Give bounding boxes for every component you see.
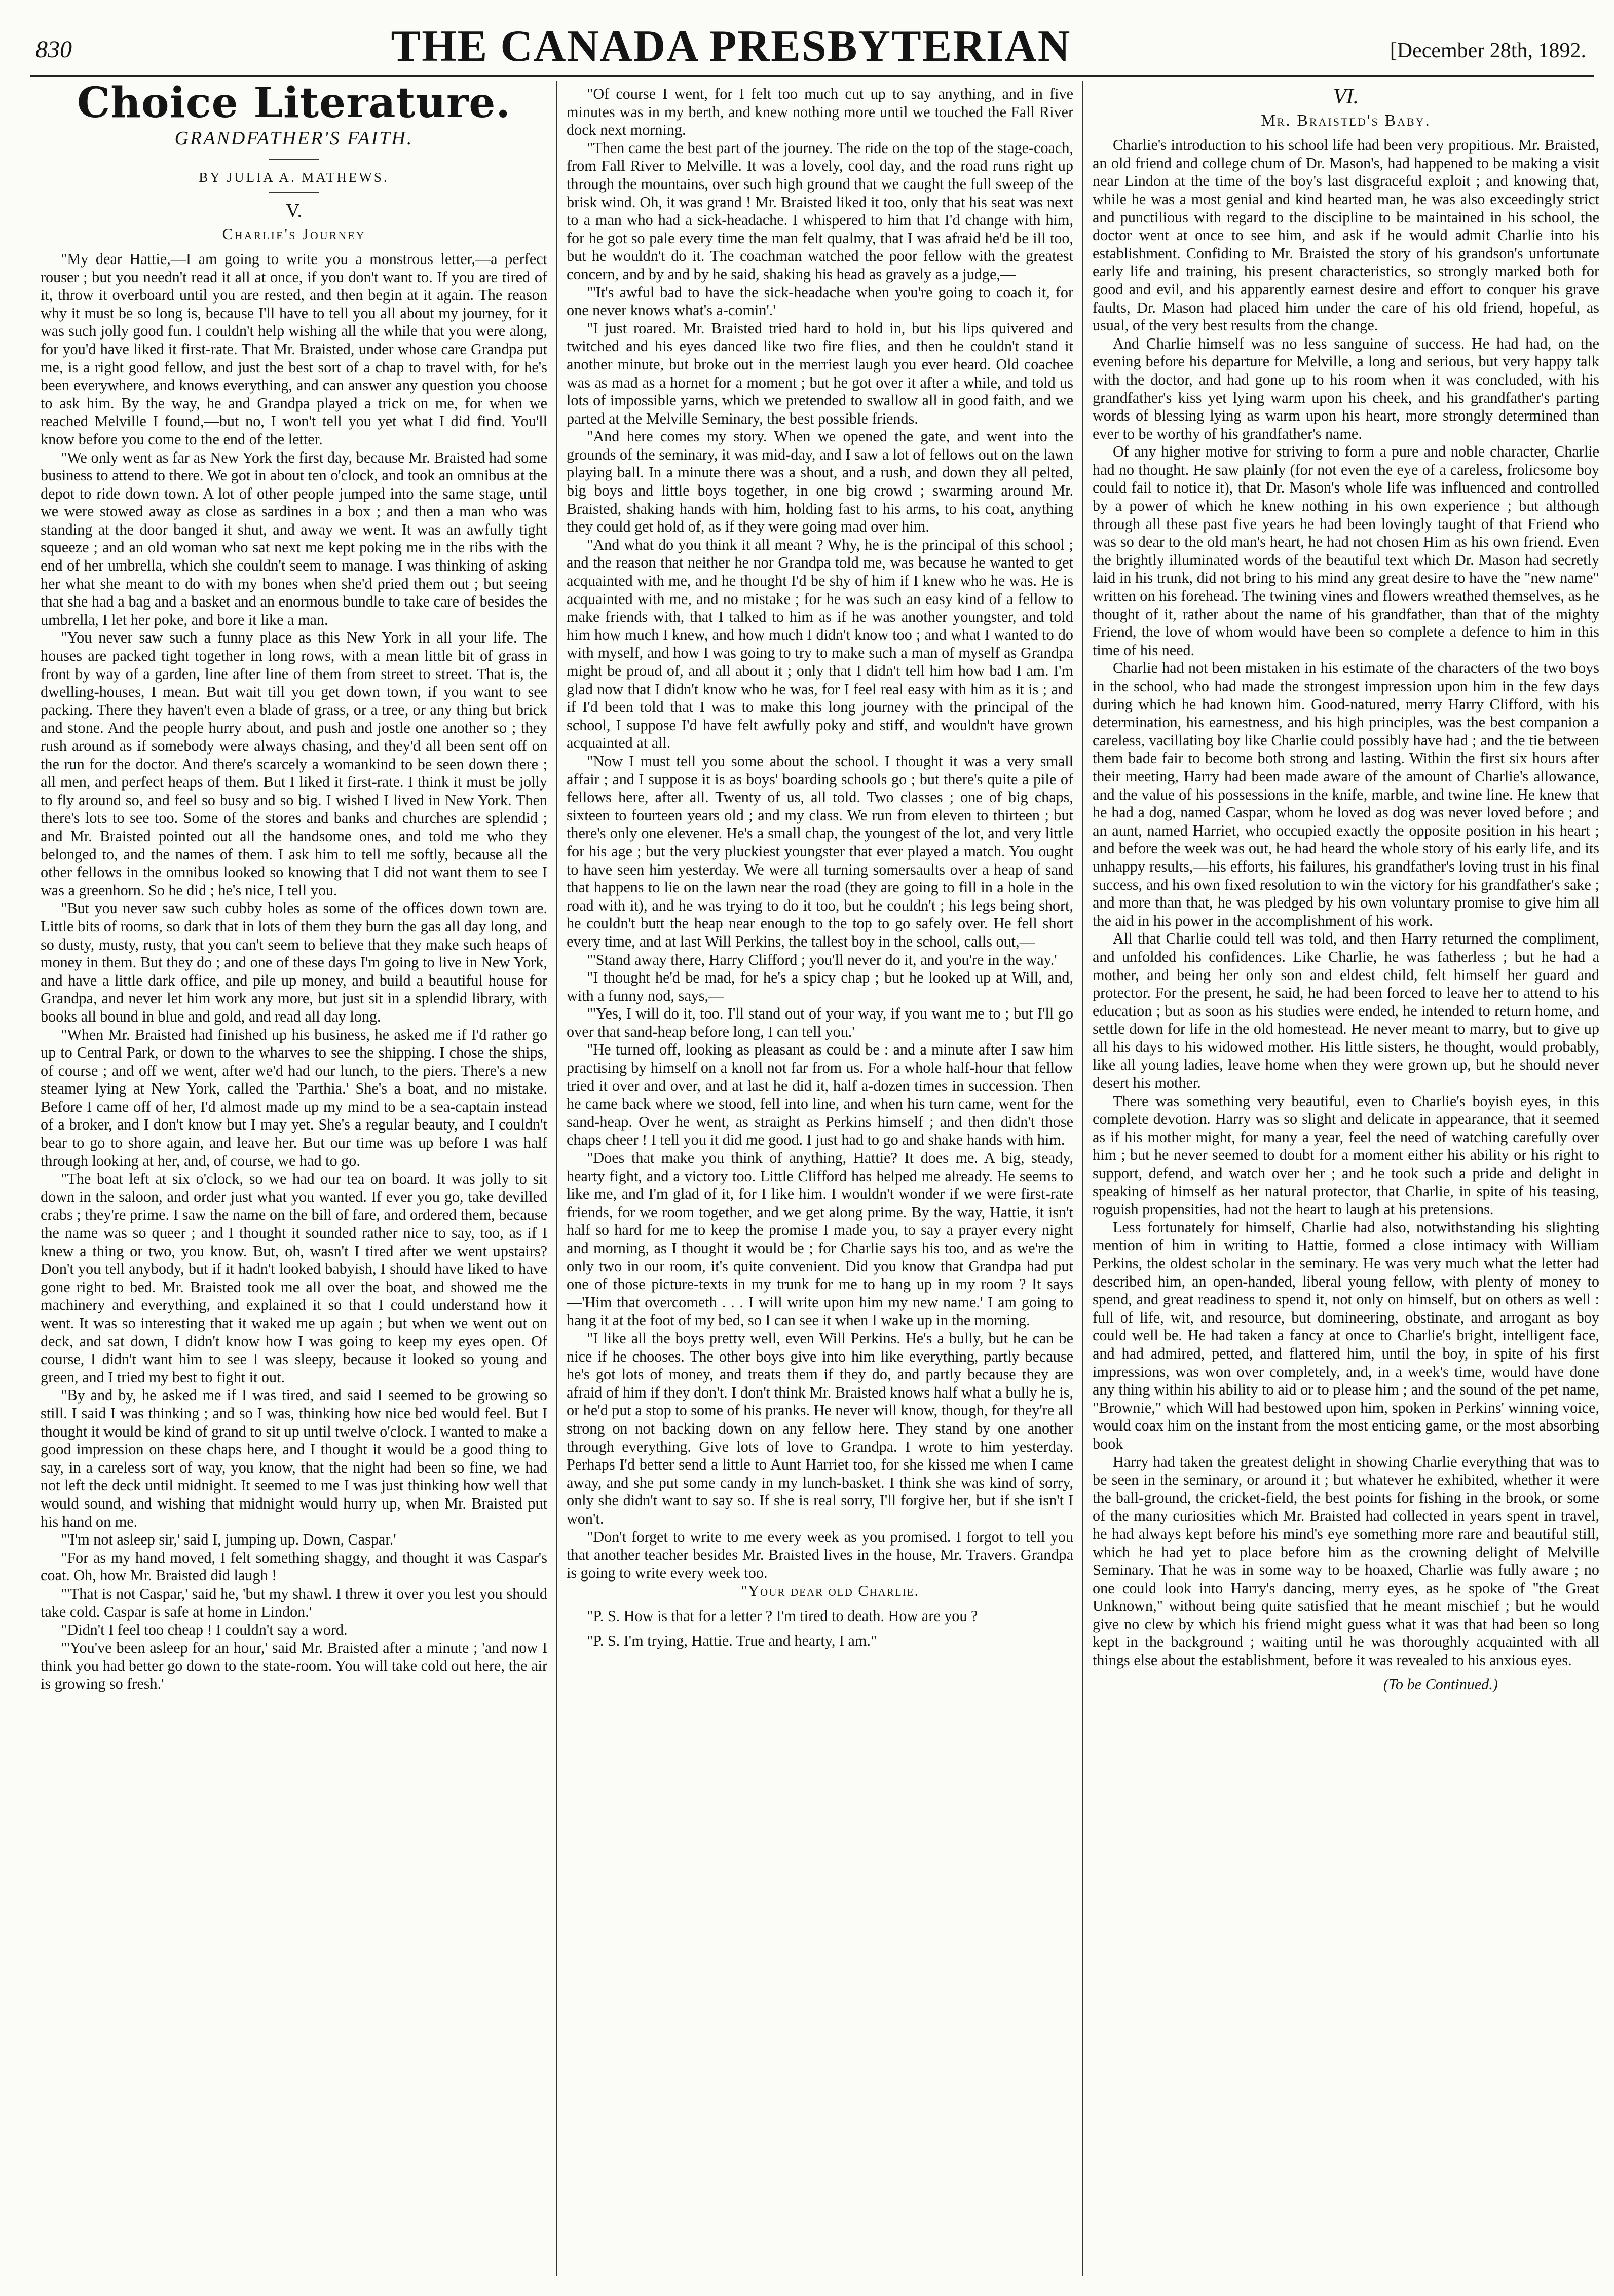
paragraph: "And here comes my story. When we opened the gate, and went into the grounds of the seminary, it was mid-day, and I saw a lot of fellows out on the lawn playing ball. In a minute there was a shout, and a rush, and down they all pelted, big boys and little boys together, in one big crowd ; swarming around Mr. Braisted, shaking hands with him, holding fast to his arms, to his coat, anything they could get hold of, as if they were going mad over him. bbox=[567, 428, 1073, 536]
chapter-number: VI. bbox=[1333, 85, 1359, 108]
paragraph: "And what do you think it all meant ? Why, he is the principal of this school ; and the reason that neither he nor Grandpa told me, was because he wanted to get acquainted with me, and he thought I'd be shy of him if I knew who he was. He is acquainted with me, and no mistake ; for he was such an easy kind of a fellow to make friends with, that I talked to him as if he was another youngster, and told him how much I knew, and how much I didn't know too ; and what I wanted to do with myself, and how I was going to try to make such a man of myself as Grandpa might be proud of, and all about it ; only that I didn't tell him how bad I am. I'm glad now that I didn't know who he was, for I feel real easy with him as it is ; and if I'd been told that I was to make this long journey with the principal of the school, I suppose I'd have felt awfully poky and stiff, and wouldn't have grown acquainted at all. bbox=[567, 536, 1073, 752]
paragraph: "'Yes, I will do it, too. I'll stand out of your way, if you want me to ; but I'll go over that sand-heap before long, I can tell you.' bbox=[567, 1005, 1073, 1040]
paragraph: "He turned off, looking as pleasant as could be : and a minute after I saw him practising by himself on a knoll not far from us. For a whole half-hour that fellow tried it over and over, and at last he did it, half a-dozen times in succession. Then he came back where we stood, fell into line, and when his turn came, went for the sand-heap. Over he went, as straight as Perkins himself ; and then didn't those chaps cheer ! I tell you it did me good. I just had to go and shake hands with him. bbox=[567, 1041, 1073, 1149]
postscript-1: "P. S. How is that for a letter ? I'm tired to death. How are you ? bbox=[587, 1607, 978, 1625]
paragraph: And Charlie himself was no less sanguine of success. He had had, on the evening before his departure for Melville, a long and serious, but very happy talk with the doctor, and had gone up to his room when it was concluded, with his grandfather's kiss yet lying warm upon his cheek, and his grandfather's parting words of blessing lying as warm upon his heart, more strongly determined than ever to be worthy of his grandfather's name. bbox=[1093, 334, 1599, 442]
paragraph: "You never saw such a funny place as this New York in all your life. The houses are packed tight together in long rows, with a mean little bit of grass in front by way of a garden, line after line of them from street to street. That is, the dwelling-houses, I mean. But wait till you get down town, if you want to see packing. There they haven't even a blade of grass, or a tree, or any thing but brick and stone. And the people hurry about, and push and jostle one another so ; they rush around as if somebody were always chasing, and they'd all been sent off on the run for the doctor. And there's scarcely a womankind to be seen down there ; all men, and perfect heaps of them. But I liked it first-rate. I think it must be jolly to fly around so, and feel so busy and so big. I wished I lived in New York. Then there's lots to see too. Some of the stores and banks and churches are splendid ; and Mr. Braisted pointed out all the handsome ones, and told me who they belonged to, and the names of them. I ask him to tell me softly, because all the other fellows in the omnibus looked so knowing that I did not want them to see I was a greenhorn. So he did ; he's nice, I tell you. bbox=[41, 629, 547, 899]
paragraph: "My dear Hattie,—I am going to write you a monstrous letter,—a perfect rouser ; but you needn't read it all at once, if you don't want to. If you are tired of it, throw it overboard until you are rested, and then begin at it again. The reason why it must be so long is, because I'll have to tell you all about my journey, for it was such jolly good fun. I couldn't help wishing all the while that you were along, for you'd have liked it first-rate. That Mr. Braisted, under whose care Grandpa put me, is a right good fellow, and just the best sort of a chap to travel with, for he's been everywhere, and knows everything, and can answer any question you choose to ask him. By the way, he and Grandpa played a trick on me, for when we reached Melville I found,—but no, I won't tell you yet what I did find. You'll know before you come to the end of the letter. bbox=[41, 250, 547, 448]
paragraph: "We only went as far as New York the first day, because Mr. Braisted had some business to attend to there. We got in about ten o'clock, and took an omnibus at the depot to ride down town. A lot of other people jumped into the same stage, until we were stowed away as close as sardines in a box ; and then a man who was standing at the door banged it shut, and away we went. It was an awfully tight squeeze ; and an old woman who sat next me kept poking me in the ribs with the end of her umbrella, which she couldn't seem to manage. I was thinking of asking her what she meant to do with my bones when she'd pried them out ; but seeing that she had a bag and a basket and an enormous bundle to take care of besides the umbrella, I let her poke, and bore it like a man. bbox=[41, 448, 547, 628]
title-rule bbox=[269, 159, 319, 160]
postscript-2: "P. S. I'm trying, Hattie. True and hearty, I am." bbox=[587, 1632, 877, 1650]
paragraph: "But you never saw such cubby holes as some of the offices down town are. Little bits of rooms, so dark that in lots of them they burn the gas all day long, and so dusty, musty, rusty, that you can't seem to believe that they make such heaps of money in them. But they do ; and one of these days I'm going to live in New York, and have a little dark office, and pile up money, and build a beautiful house for Grandpa, and never let him work any more, but just sit in a splendid library, with books all bound in blue and gold, and read all day long. bbox=[41, 899, 547, 1025]
paragraph: "'That is not Caspar,' said he, 'but my shawl. I threw it over you lest you should take cold. Caspar is safe at home in Lindon.' bbox=[41, 1585, 547, 1621]
paragraph: "'It's awful bad to have the sick-headache when you're going to coach it, for one never knows what's a-comin'.' bbox=[567, 283, 1073, 319]
paragraph: "When Mr. Braisted had finished up his business, he asked me if I'd rather go up to Central Park, or down to the wharves to see the shipping. I chose the ships, of course ; and off we went, after we'd had our lunch, to the piers. There's a new steamer lying at New York, called the 'Parthia.' She's a boat, and no mistake. Before I came off of her, I'd almost made up my mind to be a sea-captain instead of a broker, and I don't know but I may yet. She's a regular beauty, and I couldn't bear to go to shore again, and leave her. But our time was up before I was half through looking at her, and, of course, we had to go. bbox=[41, 1026, 547, 1170]
paragraph: "Now I must tell you some about the school. I thought it was a very small affair ; and I suppose it is as boys' boarding schools go ; but there's quite a pile of fellows here, after all. Twenty of us, all told. Two classes ; one of big chaps, sixteen to fourteen years old ; and my class. We run from eleven to thirteen ; but there's only one elevener. He's a small chap, the youngest of the lot, and very little for his age ; but the very pluckiest youngster that ever played a match. You ought to have seen him yesterday. We were all turning somersaults over a heap of sand that happens to lie on the lawn near the road (they are going to fill in a hole in the road with it), and he was trying to do it too, but he couldn't ; his legs being short, he couldn't butt the heap near enough to the top to go safely over. He fell short every time, and at last Will Perkins, the tallest boy in the school, calls out,— bbox=[567, 752, 1073, 950]
paragraph: "'I'm not asleep sir,' said I, jumping up. Down, Caspar.' bbox=[61, 1531, 396, 1549]
paragraph: "By and by, he asked me if I was tired, and said I seemed to be growing so still. I said I was thinking ; and so I was, thinking how nice bed would feel. But I thought it would be kind of grand to sit up until twelve o'clock. I wanted to make a good impression on these chaps here, and I thought it would be a good thing to say, in a careless sort of way, you know, that the night had been so fine, we had not left the deck until midnight. It seemed to me I was just thinking how well that would sound, and wishing that midnight would hurry up, when Mr. Braisted put his hand on me. bbox=[41, 1386, 547, 1530]
paragraph: "Then came the best part of the journey. The ride on the top of the stage-coach, from Fall River to Melville. It was a lovely, cool day, and the road runs right up through the mountains, over such high ground that we caught the full sweep of the brisk wind. Oh, it was grand ! Mr. Braisted liked it too, only that his seat was next to a man who had a sick-headache. I whispered to him that I'd change with him, for he got so pale every time the man felt qualmy, that I was afraid he'd be ill too, but he wouldn't do it. The coachman watched the poor fellow with the greatest concern, and by and by he said, shaking his head as gravely as a judge,— bbox=[567, 139, 1073, 283]
paragraph: "'You've been asleep for an hour,' said Mr. Braisted after a minute ; 'and now I think you had better go down to the state-room. You will take cold out here, the air is growing so fresh.' bbox=[41, 1639, 547, 1692]
paragraph: Of any higher motive for striving to form a pure and noble character, Charlie had no thought. He saw plainly (for not even the eye of a careless, frolicsome boy could fail to notice it), that Dr. Mason's whole life was influenced and controlled by a power of which he knew nothing in his own experience ; but although through all these past five years he had been lovingly taught of that Friend who was so dear to the old man's heart, he had not chosen Him as his own friend. Even the brightly illuminated words of the beautiful text which Dr. Mason had secretly laid in his trunk, did not bring to his mind any great desire to have the "new name" written on his forehead. The twining vines and flowers wreathed themselves, as he thought of it, rather about the name of his grandfather, than that of the mighty Friend, the love of whom would have been so complete a defence to him in this time of his need. bbox=[1093, 443, 1599, 659]
byline-rule bbox=[269, 192, 319, 193]
paragraph: "I just roared. Mr. Braisted tried hard to hold in, but his lips quivered and twitched and his eyes danced like two fire flies, and then he couldn't stand it another minute, but broke out in the merriest laugh you ever heard. Old coachee was as mad as a hornet for a moment ; but he got over it after a while, and told us lots of impossible yarns, which we pretended to swallow all in good faith, and we parted at the Melville Seminary, the best possible friends. bbox=[567, 319, 1073, 427]
chapter-title: Charlie's Journey bbox=[222, 224, 366, 243]
paragraph: There was something very beautiful, even to Charlie's boyish eyes, in this complete devotion. Harry was so slight and delicate in appearance, that it seemed as if his mother might, for many a year, feel the need of watching carefully over him ; but he never seemed to doubt for a moment either his ability or his right to support, defend, and watch over her ; and he took such a pride and delight in speaking of himself as her natural protector, that Charlie, in spite of his teasing, roguish propensities, had not the heart to laugh at his pretensions. bbox=[1093, 1092, 1599, 1218]
to-be-continued: (To be Continued.) bbox=[1383, 1675, 1498, 1693]
column-rule-2 bbox=[1082, 81, 1083, 2276]
column-rule-1 bbox=[556, 81, 557, 2276]
section-title: Choice Literature. bbox=[77, 85, 511, 127]
paragraph: "Didn't I feel too cheap ! I couldn't say a word. bbox=[61, 1621, 348, 1639]
paragraph: "'Stand away there, Harry Clifford ; you'll never do it, and you're in the way.' bbox=[587, 951, 1057, 968]
column-3 bbox=[1093, 85, 1599, 2281]
chapter-number: V. bbox=[285, 200, 303, 221]
paragraph: "I thought he'd be mad, for he's a spicy chap ; but he looked up at Will, and, with a funny nod, says,— bbox=[567, 969, 1073, 1004]
chapter-title: Mr. Braisted's Baby. bbox=[1261, 110, 1431, 129]
byline: BY JULIA A. MATHEWS. bbox=[199, 170, 389, 185]
story-title: GRANDFATHER'S FAITH. bbox=[174, 127, 414, 149]
paragraph: "Don't forget to write to me every week as you promised. I forgot to tell you that another teacher besides Mr. Braisted lives in the house, Mr. Travers. Grandpa is going to write every week too. bbox=[567, 1528, 1073, 1582]
paragraph: "Of course I went, for I felt too much cut up to say anything, and in five minutes was in my berth, and knew nothing more until we touched the Fall River dock next morning. bbox=[567, 85, 1073, 139]
paragraph: All that Charlie could tell was told, and then Harry returned the compliment, and unfolded his confidences. Like Charlie, he was fatherless ; but he had a mother, and being her only son and eldest child, felt himself her guard and protector. For the present, he said, he had been forced to leave her to attend to his education ; but as soon as his studies were ended, he intended to return home, and settle down for life in the old homestead. He never meant to marry, but to give up all his days to his widowed mother. His little sisters, he thought, would probably, like all young ladies, leave home when they were grown up, but he should never desert his mother. bbox=[1093, 930, 1599, 1092]
paragraph: Charlie had not been mistaken in his estimate of the characters of the two boys in the school, who had made the strongest impression upon him in the few days during which he had known him. Good-natured, merry Harry Clifford, with his determination, his earnestness, and his high principles, was the best companion a careless, vacillating boy like Charlie could possibly have had ; and the tie between them bade fair to become both strong and lasting. Within the first six hours after their meeting, Harry had been made aware of the amount of Charlie's allowance, and the value of his possessions in the knife, marble, and twine line. He knew that he had a dog, named Caspar, whom he loved as dog was never loved before ; and an aunt, named Harriet, who occupied exactly the opposite position in his heart ; and before the week was out, he had heard the whole story of his early life, and its unhappy results,—his efforts, his failures, his grandfather's loving trust in his final success, and his own fixed resolution to win the victory for his grandfather's sake ; and more than that, he was pledged by his own voluntary promise to give him all the aid in his power in the accomplishment of his work. bbox=[1093, 659, 1599, 929]
paragraph: Less fortunately for himself, Charlie had also, notwithstanding his slighting mention of him in writing to Hattie, formed a close intimacy with William Perkins, the oldest scholar in the seminary. He was very much what the letter had described him, an open-handed, liberal young fellow, with plenty of money to spend, and great readiness to spend it, not only on himself, but on others as well : full of life, wit, and resource, but domineering, obstinate, and arrogant as boy could well be. He had taken a fancy at once to Charlie's bright, intelligent face, and had admired, petted, and flattered him, until the boy, in spite of his first impressions, was won over completely, and, in a week's time, would have done any thing within his ability to aid or to please him ; and the sound of the pet name, "Brownie," which Will had bestowed upon him, spoken in Perkins' winning voice, would coax him on the instant from the most enticing game, or the most absorbing book bbox=[1093, 1218, 1599, 1452]
issue-date: [December 28th, 1892. bbox=[1390, 39, 1586, 62]
letter-signature: "Your dear old Charlie. bbox=[740, 1582, 920, 1600]
paragraph: "For as my hand moved, I felt something shaggy, and thought it was Caspar's coat. Oh, how Mr. Braisted did laugh ! bbox=[41, 1549, 547, 1585]
paragraph: Charlie's introduction to his school life had been very propitious. Mr. Braisted, an old friend and college chum of Dr. Mason's, had happened to be making a visit near Lindon at the time of the boy's last disgraceful exploit ; and knowing that, while he was a most genial and kind hearted man, he was also exceedingly strict and punctilious with regard to the discipline to be maintained in his school, the doctor went at once to see him, and ask if he would admit Charlie into his establishment. Confiding to Mr. Braisted the story of his grandson's unfortunate early life and training, his present characteristics, so strongly marked both for good and evil, and his apparently earnest desire and effort to conquer his grave faults, Dr. Mason had placed him under the care of his old friend, hopeful, as usual, of the very best results from the change. bbox=[1093, 136, 1599, 334]
masthead: THE CANADA PRESBYTERIAN bbox=[391, 22, 1071, 71]
paragraph: Harry had taken the greatest delight in showing Charlie everything that was to be seen in the seminary, or around it ; but whatever he exhibited, whether it were the ball-ground, the cricket-field, the best points for fishing in the brook, or some of the many curiosities which Mr. Braisted had collected in years spent in travel, he had always kept before his mind's eye something more rare and beautiful still, which he had yet to place before him as the crowning delight of Melville Seminary. That he was in some way to be hoaxed, Charlie was fully aware ; no one could look into Harry's dancing, merry eyes, as he spoke of "the Great Unknown," without being quite satisfied that he meant mischief ; but he would give no clew by which his friend might guess what it was that had been so long kept in the background ; waiting until he was thoroughly acquainted with all things else about the establishment, before it was revealed to his anxious eyes. bbox=[1093, 1453, 1599, 1669]
paragraph: "The boat left at six o'clock, so we had our tea on board. It was jolly to sit down in the saloon, and order just what you wanted. If ever you go, take devilled crabs ; they're prime. I saw the name on the bill of fare, and ordered them, because the name was so queer ; and I thought it sounded rather nice to say, too, as if I knew a thing or two, you know. But, oh, wasn't I tired after we went upstairs? Don't you tell anybody, but if it hadn't looked babyish, I should have liked to have gone right to bed. Mr. Braisted took me all over the boat, and showed me the machinery and everything, and explained it so that I could understand how it went. It was so interesting that it waked me up again ; but when we went out on deck, and sat down, I didn't know how I was going to keep my eyes open. Of course, I didn't want him to see I was sleepy, because it looked so young and green, and I tried my best to fight it out. bbox=[41, 1170, 547, 1386]
header-rule bbox=[30, 75, 1594, 77]
page-number: 830 bbox=[35, 36, 72, 63]
column-2 bbox=[567, 85, 1073, 2281]
paragraph: "I like all the boys pretty well, even Will Perkins. He's a bully, but he can be nice if he chooses. The other boys give into him like everything, partly because he's got lots of money, and treats them if they do, and partly because they are afraid of him if they don't. I don't think Mr. Braisted knows half what a bully he is, or he'd put a stop to some of his pranks. He never will know, though, for they're all strong on not backing down on any fellow here. They stand by one another through everything. Give lots of love to Grandpa. I wrote to him yesterday. Perhaps I'd better send a little to Aunt Harriet too, for she kissed me when I came away, and she put some candy in my lunch-basket. I think she was kind of sorry, only she didn't want to say so. If she is real sorry, I'll forgive her, but if she isn't I won't. bbox=[567, 1329, 1073, 1527]
paragraph: "Does that make you think of anything, Hattie? It does me. A big, steady, hearty fight, and a victory too. Little Clifford has helped me already. He seems to like me, and I'm glad of it, for I like him. I wouldn't wonder if we were first-rate friends, for we room together, and we get along prime. By the way, Hattie, it isn't half so hard for me to keep the promise I made you, to say a prayer every night and morning, as I thought it would be ; for Charlie says his too, and as we're the only two in our room, it's quite convenient. Did you know that Grandpa had put one of those picture-texts in my trunk for me to hang up in my room ? It says—'Him that overcometh . . . I will write upon him my new name.' I am going to hang it at the foot of my bed, so I can see it when I wake up in the morning. bbox=[567, 1149, 1073, 1329]
column-1 bbox=[41, 85, 547, 2281]
page-header bbox=[35, 24, 1586, 70]
